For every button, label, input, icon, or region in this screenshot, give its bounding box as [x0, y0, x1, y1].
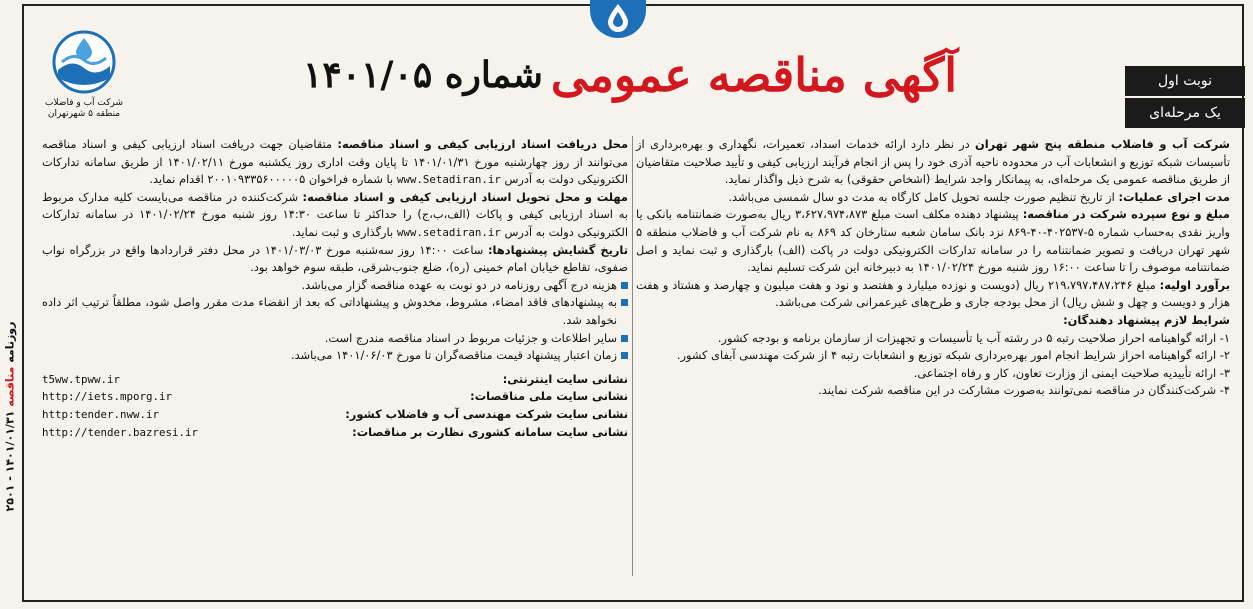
- opening-text: ساعت ۱۴:۰۰ روز سه‌شنبه مورخ ۱۴۰۱/۰۳/۰۳ در محل دفتر قراردادها واقع در بزرگراه نواب صفوی، تقاطع خیابان امام خمینی (ره)، ضلع جنوب‌شرقی، طبقه سوم خواهد بود.: [42, 242, 628, 275]
- estimate-label: برآورد اولیه:: [1159, 277, 1231, 292]
- deadline-text-2: بارگذاری و ثبت نماید.: [291, 224, 397, 239]
- water-drop-icon: [604, 2, 632, 34]
- side-caption: [0, 300, 20, 540]
- tender-number: شماره ۱۴۰۱/۰۵: [302, 54, 543, 96]
- website-row: [42, 406, 628, 424]
- note-4: [42, 347, 628, 365]
- duration-paragraph: [636, 189, 1230, 207]
- column-divider: [632, 136, 633, 576]
- company-logo: [42, 30, 126, 120]
- requirement-4: ۴- شرکت‌کنندگان در مناقصه نمی‌توانند به‌صورت مشارکت در این مناقصه شرکت نمایند.: [818, 383, 1230, 398]
- receive-label: محل دریافت اسناد ارزیابی کیفی و اسناد مناقصه:: [337, 137, 628, 151]
- opening-paragraph: [42, 242, 628, 277]
- bullet-square-icon: [621, 352, 628, 359]
- website-label: نشانی سایت اینترنتی:: [502, 371, 628, 386]
- requirements-label: شرایط لازم پیشنهاد دهندگان:: [1063, 312, 1230, 327]
- website-row: [42, 388, 628, 406]
- website-row: [42, 371, 628, 389]
- note-1-text: هزینه درج آگهی روزنامه در دو نوبت به عهده مناقصه گزار می‌باشد.: [301, 277, 617, 292]
- deadline-label: مهلت و محل تحویل اسناد ارزیابی کیفی و اسناد مناقصه:: [302, 189, 628, 204]
- note-2: [42, 294, 628, 329]
- side-newspaper: روزنامه: [3, 321, 17, 363]
- intro-paragraph: [636, 136, 1230, 189]
- website-link[interactable]: http:tender.nww.ir: [42, 407, 160, 421]
- website-label: نشانی سایت سامانه کشوری نظارت بر مناقصات:: [352, 424, 628, 439]
- left-column: [42, 136, 628, 441]
- company-name: شرکت آب و فاضلاب منطقه پنج شهر تهران: [975, 137, 1230, 151]
- setadiran-link-1[interactable]: www.Setadiran.ir: [396, 173, 501, 187]
- requirement-1: ۱- ارائه گواهینامه احراز صلاحیت رتبه ۵ در رشته آب یا تأسیسات و تجهیزات از سازمان برنامه و بودجه کشور.: [717, 330, 1230, 345]
- receive-text-2: با شماره فراخوان ۲۰۰۱۰۹۳۳۵۶۰۰۰۰۰۵ اقدام نماید.: [149, 172, 397, 187]
- tender-title: آگهی مناقصه عمومی: [550, 48, 958, 102]
- deposit-paragraph: [636, 206, 1230, 276]
- receive-paragraph: [42, 136, 628, 189]
- setadiran-link-2[interactable]: www.setadiran.ir: [396, 225, 501, 239]
- website-row: [42, 424, 628, 442]
- side-issue: ۱۴۰۱/۰۱/۳۱ - ۲۵۰۱: [3, 410, 17, 512]
- ad-title: [240, 40, 1020, 110]
- receive-text-1: متقاضیان جهت دریافت اسناد ارزیابی کیفی و اسناد مناقصه می‌توانند از روز چهارشنبه مورخ ۱۴۰۱/۰۱/۳۱ تا پایان وقت اداری روز یکشنبه مورخ ۱۴۰۱/۰۲/۱۱ از طریق سامانه تدارکات الکترونیکی دولت به آدرس: [42, 137, 628, 187]
- deposit-label: مبلغ و نوع سپرده شرکت در مناقصه:: [1022, 207, 1230, 222]
- note-4-text: زمان اعتبار پیشنهاد قیمت مناقصه‌گران تا مورخ ۱۴۰۱/۰۶/۰۳ می‌باشد.: [290, 348, 617, 363]
- first-round-badge: نوبت اول: [1125, 66, 1245, 96]
- bullet-square-icon: [621, 335, 628, 342]
- website-link[interactable]: t5ww.tpww.ir: [42, 372, 121, 386]
- estimate-text: مبلغ ۲۱۹،۷۹۷،۴۸۷،۲۴۶ ریال (دویست و نوزده میلیارد و هفتصد و نود و هفت میلیون و چهارصد و هشتاد و هفت هزار و دویست و چهل و شش ریال) از محل بودجه جاری و طرح‌های غیرعمرانی شرکت می‌باشد.: [636, 277, 1230, 310]
- note-3: [42, 330, 628, 348]
- requirement-3: ۳- ارائه تأییدیه صلاحیت ایمنی از وزارت تعاون، کار و رفاه اجتماعی.: [913, 365, 1230, 380]
- estimate-paragraph: [636, 277, 1230, 312]
- duration-text: از تاریخ تنظیم صورت جلسه تحویل کامل کارگاه به مدت دو سال شمسی می‌باشد.: [728, 189, 1119, 204]
- note-1: [42, 277, 628, 295]
- company-logo-icon: [46, 30, 122, 94]
- deadline-paragraph: [42, 189, 628, 242]
- duration-label: مدت اجرای عملیات:: [1118, 189, 1230, 204]
- side-caption-text: [4, 297, 17, 537]
- deadline-text-1: شرکت‌کننده در مناقصه می‌بایست کلیه مدارک مربوط به اسناد ارزیابی کیفی و پاکات (الف،ب،ج) را حداکثر تا ساعت ۱۴:۳۰ روز شنبه مورخ ۱۴۰۱/۰۲/۲۴ در سامانه تدارکات الکترونیکی دولت به آدرس: [42, 189, 628, 239]
- bullet-square-icon: [621, 282, 628, 289]
- right-column: [636, 136, 1230, 400]
- opening-label: تاریخ گشایش پیشنهادها:: [488, 242, 628, 257]
- requirements-heading: [636, 312, 1230, 330]
- website-label: نشانی سایت ملی مناقصات:: [470, 389, 628, 404]
- websites-list: [42, 371, 628, 441]
- website-label: نشانی سایت شرکت مهندسی آب و فاضلاب کشور:: [345, 406, 628, 421]
- logo-caption-line1: شرکت آب و فاضلاب: [44, 98, 124, 108]
- website-link[interactable]: http://iets.mporg.ir: [42, 390, 173, 404]
- website-link[interactable]: http://tender.bazresi.ir: [42, 425, 199, 439]
- note-2-text: به پیشنهادهای فاقد امضاء، مشروط، مخدوش و پیشنهاداتی که بعد از انقضاء مدت مقرر واصل شود، مطلقاً ترتیب اثر داده نخواهد شد.: [42, 295, 617, 327]
- bullet-square-icon: [621, 299, 628, 306]
- single-stage-badge: یک مرحله‌ای: [1125, 98, 1245, 128]
- note-3-text: سایر اطلاعات و جزئیات مربوط در اسناد مناقصه مندرج است.: [324, 330, 617, 345]
- side-tag: مناقصه: [3, 366, 17, 407]
- logo-caption-line2: منطقه ۵ شهرتهران: [47, 109, 121, 119]
- requirement-2: ۲- ارائه گواهینامه احراز شرایط انجام امور بهره‌برداری شبکه توزیع و انشعابات رتبه ۴ از شرکت مهندسی آبفای کشور.: [676, 348, 1230, 363]
- intro-text: در نظر دارد ارائه خدمات اسداد، تعمیرات، نگهداری و بهره‌برداری از تأسیسات شبکه توزیع و انشعابات آب در محدوده ناحیه آذری خود را پس از انجام فرآیند ارزیابی کیفی و تأیید صلاحیت متقاضیان از طریق مناقصه عمومی یک مرحله‌ای، به پیمانکار واجد شرایط (اشخاص حقوقی) به شرح ذیل واگذار نماید.: [636, 137, 1230, 187]
- deposit-text: پیشنهاد دهنده مکلف است مبلغ ۳،۶۲۷،۹۷۴،۸۷۳ ریال به‌صورت ضمانتنامه بانکی یا واریز نقدی به‌حساب شماره ۵-۴۰۲۵۳۷-۴۰-۸۶۹ نزد بانک سامان شعبه ستارخان کد ۸۶۹ به نام شرکت آب و فاضلاب منطقه ۵ شهر تهران دریافت و تصویر ضمانتنامه را در سامانه تدارکات الکترونیکی دولت در پاکت (الف) بارگذاری و ثبت نماید و اصل ضمانتنامه موصوف را تا ساعت ۱۶:۰۰ روز شنبه مورخ ۱۴۰۱/۰۲/۲۴ به دبیرخانه این شرکت تسلیم نماید.: [636, 207, 1230, 275]
